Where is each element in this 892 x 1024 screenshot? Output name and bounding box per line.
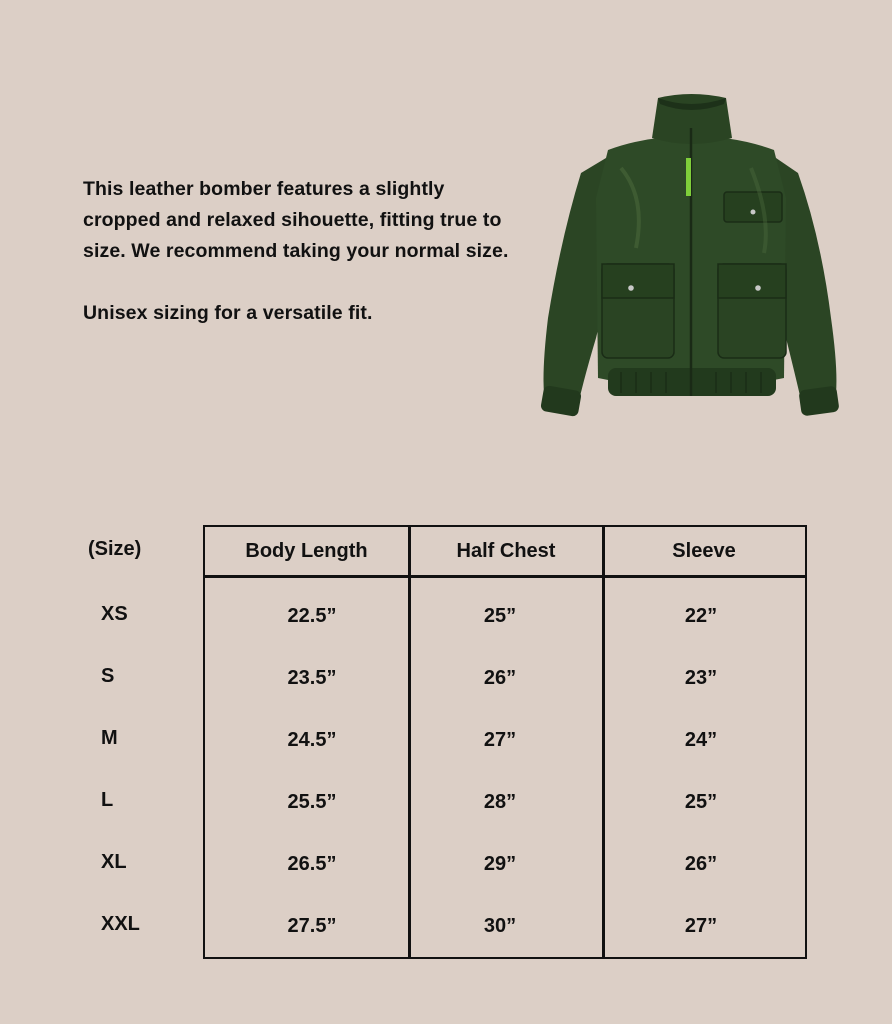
table-cell: 29” — [483, 853, 517, 875]
table-cell: 27” — [483, 729, 517, 751]
table-cell: 25” — [684, 791, 718, 813]
table-cell: 27.5” — [287, 915, 337, 937]
table-cell: 25.5” — [287, 791, 337, 813]
size-column-header: (Size) — [88, 538, 142, 560]
size-table — [203, 525, 807, 959]
jacket-image — [536, 88, 846, 423]
size-label: XS — [101, 603, 128, 625]
description-paragraph-2: Unisex sizing for a versatile fit. — [83, 302, 373, 324]
table-cell: 24.5” — [287, 729, 337, 751]
table-cell: 22” — [684, 605, 718, 627]
table-cell: 30” — [483, 915, 517, 937]
column-header-half-chest: Half Chest — [456, 539, 556, 562]
size-label: XXL — [101, 913, 140, 935]
column-header-sleeve: Sleeve — [672, 539, 736, 562]
table-cell: 26” — [684, 853, 718, 875]
size-label: S — [101, 665, 115, 687]
size-label: M — [101, 727, 118, 749]
description — [83, 174, 523, 329]
table-cell: 25” — [483, 605, 517, 627]
size-label: L — [101, 789, 114, 811]
table-cell: 22.5” — [287, 605, 337, 627]
column-header-body-length: Body Length — [245, 539, 368, 562]
table-cell: 26.5” — [287, 853, 337, 875]
column-divider — [602, 527, 605, 957]
table-cell: 23” — [684, 667, 718, 689]
table-cell: 24” — [684, 729, 718, 751]
header-divider — [205, 575, 805, 578]
table-cell: 23.5” — [287, 667, 337, 689]
table-cell: 28” — [483, 791, 517, 813]
table-cell: 27” — [684, 915, 718, 937]
column-divider — [408, 527, 411, 957]
size-label: XL — [101, 851, 127, 873]
description-paragraph-1: This leather bomber features a slightly cropped and relaxed sihouette, fitting true to size. We recommend taking your normal size. — [83, 178, 509, 262]
table-cell: 26” — [483, 667, 517, 689]
